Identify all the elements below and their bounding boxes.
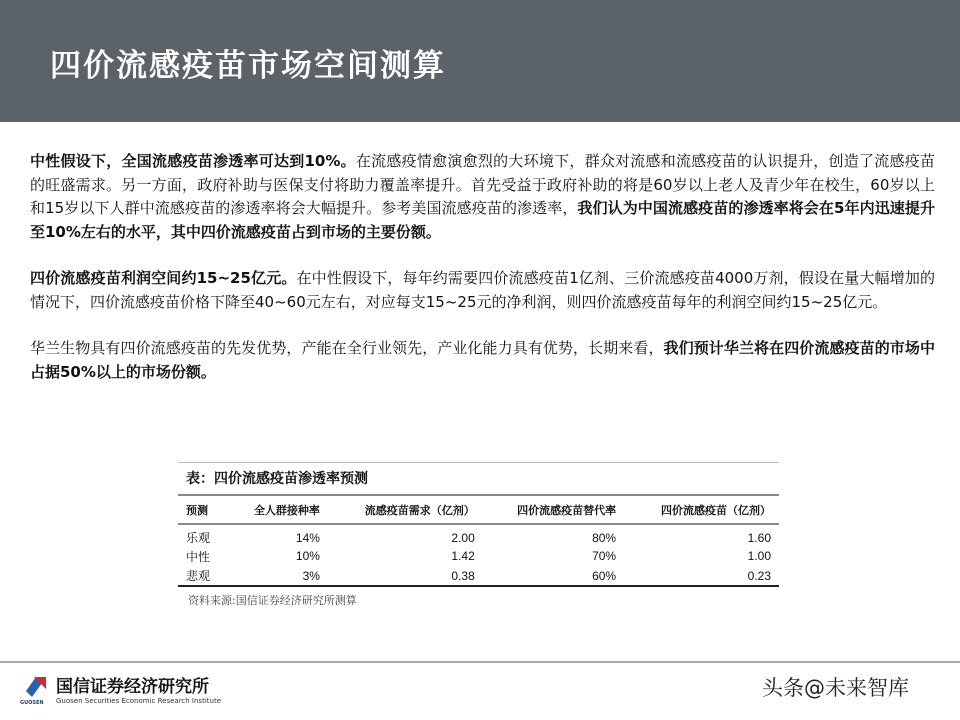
text-segment: 我们认为中国流感疫苗的渗透率将会在5年内迅速提升至10%左右的水平，其中四价流感疫苗占到市场的主要份额。 (30, 199, 935, 241)
table-cell: 0.38 (451, 568, 475, 583)
column-header: 预测 (186, 503, 208, 517)
text-segment: 我们预计华兰将在四价流感疫苗的市场中占据50%以上的市场份额。 (30, 339, 935, 381)
footer-divider (0, 661, 960, 663)
table-row (178, 524, 779, 546)
table-cell: 0.23 (747, 568, 771, 583)
text-segment: 在中性假设下，每年约需要四价流感疫苗1亿剂、三价流感疫苗4000万剂，假设在量大幅增加的情况下，四价流感疫苗价格下降至40~60元左右，对应每支15~25元的净利润，则四价流感疫苗每年的利润空间约15~25亿元。 (30, 269, 935, 311)
table-cell: 悲观 (186, 569, 211, 583)
table-cell: 3% (302, 568, 320, 583)
table-cell: 中性 (186, 549, 211, 564)
page-title: 四价流感疫苗市场空间测算 (50, 48, 446, 84)
column-header: 流感疫苗需求（亿剂） (364, 503, 475, 517)
paragraph-2 (30, 267, 935, 314)
table-cell: 70% (592, 549, 617, 563)
paragraph-1 (30, 150, 935, 244)
logo-name-cn: 国信证券经济研究所 (56, 677, 209, 697)
watermark: 头条@未来智库 (762, 676, 909, 700)
table-row (178, 566, 779, 586)
text-segment: 四价流感疫苗利润空间约15~25亿元。 (30, 269, 297, 287)
forecast-table (178, 462, 779, 613)
table-cell: 10% (295, 549, 320, 563)
table-cell: 1.42 (451, 549, 475, 563)
table-cell: 14% (295, 530, 320, 545)
table-cell: 80% (592, 530, 617, 545)
table-cell: 60% (592, 568, 617, 583)
table-title: 表：四价流感疫苗渗透率预测 (178, 462, 779, 494)
body-text (30, 150, 935, 407)
logo-name-en: Guosen Securities Economic Research Institute (56, 697, 221, 705)
header-bar (0, 0, 960, 122)
table-cell: 1.00 (747, 549, 771, 563)
company-logo (20, 672, 221, 705)
table-row (178, 546, 779, 566)
paragraph-3 (30, 337, 935, 384)
guosen-logo-icon (20, 673, 48, 705)
table-cell: 乐观 (186, 531, 211, 545)
svg-text:GUOSEN: GUOSEN (20, 699, 44, 705)
table-cell: 2.00 (451, 530, 475, 545)
column-header: 全人群接种率 (253, 503, 320, 517)
column-header: 四价流感疫苗替代率 (517, 503, 617, 517)
text-segment: 中性假设下，全国流感疫苗渗透率可达到10%。 (30, 152, 356, 170)
text-segment: 在流感疫情愈演愈烈的大环境下，群众对流感和流感疫苗的认识提升，创造了流感疫苗的旺盛需求。另一方面，政府补助与医保支付将助力覆盖率提升。首先受益于政府补助的将是60岁以上老人及青少年在校生，60岁以上和15岁以下人群中流感疫苗的渗透率将会大幅提升。参考美国流感疫苗的渗透率， (30, 152, 936, 217)
column-header: 四价流感疫苗（亿剂） (661, 503, 771, 517)
table-cell: 1.60 (747, 530, 771, 545)
table-header-row (178, 495, 779, 524)
table-source: 资料来源:国信证券经济研究所测算 (188, 594, 357, 607)
text-segment: 华兰生物具有四价流感疫苗的先发优势，产能在全行业领先，产业化能力具有优势，长期来看， (30, 339, 664, 357)
